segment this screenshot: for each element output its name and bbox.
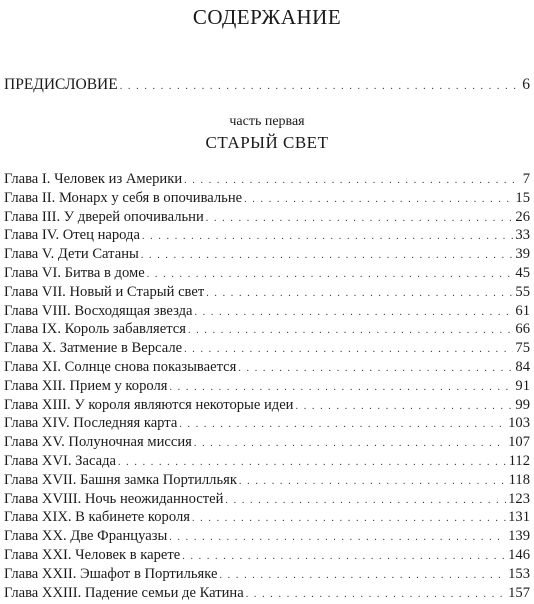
- dot-leader: [147, 266, 514, 284]
- toc-entry-label: Глава IV. Отец народа: [4, 227, 140, 244]
- toc-entry-chapter[interactable]: [4, 377, 530, 395]
- toc-entry-label: Глава V. Дети Сатаны: [4, 246, 139, 263]
- toc-entry-page: 123: [508, 490, 530, 507]
- toc-entry-label: Глава III. У дверей опочивальни: [4, 208, 204, 225]
- toc-entry-chapter[interactable]: [4, 546, 530, 564]
- toc-entry-chapter[interactable]: [4, 565, 530, 583]
- toc-entry-page: 15: [515, 189, 530, 206]
- toc-entry-preface[interactable]: [4, 76, 530, 94]
- toc-entry-label: Глава I. Человек из Америки: [4, 171, 183, 187]
- part-title: СТАРЫЙ СВЕТ: [205, 133, 329, 152]
- toc-entry-page: 84: [515, 358, 530, 375]
- dot-leader: [219, 567, 506, 585]
- dot-leader: [244, 191, 513, 209]
- dot-leader: [118, 454, 507, 472]
- dot-leader: [194, 304, 513, 322]
- dot-leader: [184, 341, 513, 359]
- toc-entry-chapter[interactable]: [4, 245, 530, 263]
- toc-entry-label: Глава IX. Король забавляется: [4, 321, 186, 338]
- dot-leader: [192, 510, 506, 528]
- dot-leader: [194, 435, 506, 453]
- dot-leader: [225, 492, 506, 510]
- toc-entry-chapter[interactable]: [4, 264, 530, 282]
- toc-entry-label: Глава VIII. Восходящая звезда: [4, 302, 193, 319]
- dot-leader: [184, 172, 521, 190]
- toc-entry-chapter[interactable]: [4, 471, 530, 489]
- toc-entry-chapter[interactable]: [4, 433, 530, 451]
- toc-entry-label: Глава XVII. Башня замка Портилльяк: [4, 471, 237, 488]
- toc-entry-chapter[interactable]: [4, 452, 530, 470]
- dot-leader: [120, 78, 521, 96]
- toc-entry-page: 157: [508, 584, 530, 601]
- toc-entry-chapter[interactable]: [4, 283, 530, 301]
- toc-entry-page: 153: [508, 565, 530, 582]
- toc-entry-chapter[interactable]: [4, 490, 530, 508]
- dot-leader: [238, 360, 513, 378]
- dot-leader: [179, 416, 506, 434]
- dot-leader: [296, 398, 514, 416]
- toc-entry-page: 45: [515, 264, 530, 281]
- toc-entry-page: 131: [508, 509, 530, 526]
- toc-entry-label: Глава XX. Две Француазы: [4, 528, 168, 545]
- toc-entry-page: 139: [508, 528, 530, 545]
- toc-entry-page: 118: [508, 471, 530, 488]
- toc-entry-label: Глава XV. Полуночная миссия: [4, 434, 192, 451]
- toc-entry-page: 66: [515, 321, 530, 338]
- toc-entry-chapter[interactable]: [4, 320, 530, 338]
- part-subtitle: часть первая: [229, 114, 305, 129]
- toc-entry-page: 112: [508, 452, 530, 469]
- dot-leader: [141, 247, 514, 265]
- toc-entry-label: Глава XIX. В кабинете короля: [4, 509, 190, 526]
- toc-entry-label: Глава XXI. Человек в карете: [4, 546, 181, 563]
- toc-entry-label: Глава II. Монарх у себя в опочивальне: [4, 189, 243, 206]
- toc-entry-label: Глава XIII. У короля являются некоторые идеи: [4, 396, 294, 413]
- toc-entry-page: 107: [508, 434, 530, 451]
- toc-entry-label: ПРЕДИСЛОВИЕ: [4, 76, 118, 93]
- toc-entry-chapter[interactable]: [4, 339, 530, 357]
- toc-entry-chapter[interactable]: [4, 414, 530, 432]
- toc-entry-label: Глава X. Затмение в Версале: [4, 340, 183, 357]
- toc-entry-page: 6: [522, 76, 530, 93]
- dot-leader: [206, 285, 513, 303]
- toc-entry-page: 99: [515, 396, 530, 413]
- toc-entry-chapter[interactable]: [4, 226, 530, 244]
- toc-entry-chapter[interactable]: [4, 302, 530, 320]
- dot-leader: [169, 379, 513, 397]
- toc-entry-page: 7: [522, 171, 530, 187]
- toc-entry-label: Глава VII. Новый и Старый свет: [4, 283, 205, 300]
- dot-leader: [188, 322, 513, 340]
- toc-entry-label: Глава XI. Солнце снова показывается: [4, 358, 237, 375]
- toc-entry-label: Глава XII. Прием у короля: [4, 377, 168, 394]
- dot-leader: [239, 473, 507, 491]
- toc-entry-chapter[interactable]: [4, 396, 530, 414]
- dot-leader: [246, 586, 506, 604]
- toc-entry-chapter[interactable]: [4, 584, 530, 602]
- toc-entry-page: 26: [515, 208, 530, 225]
- toc-entry-label: Глава XXIII. Падение семьи де Катина: [4, 584, 244, 601]
- toc-entry-chapter[interactable]: [4, 358, 530, 376]
- page-title: СОДЕРЖАНИЕ: [192, 5, 342, 29]
- dot-leader: [182, 548, 506, 566]
- toc-entry-page: 39: [515, 246, 530, 263]
- toc-entry-chapter[interactable]: [4, 189, 530, 207]
- chapter-list: [0, 170, 534, 600]
- toc-entry-page: 103: [508, 415, 530, 432]
- toc-entry-label: Глава XIV. Последняя карта: [4, 415, 178, 432]
- toc-entry-page: 55: [515, 283, 530, 300]
- dot-leader: [206, 210, 514, 228]
- toc-entry-page: 33: [515, 227, 530, 244]
- toc-entry-label: Глава XXII. Эшафот в Портильяке: [4, 565, 218, 582]
- toc-entry-chapter[interactable]: [4, 208, 530, 226]
- toc-entry-page: 146: [508, 546, 530, 563]
- toc-entry-page: 91: [515, 377, 530, 394]
- dot-leader: [169, 529, 506, 547]
- toc-entry-chapter[interactable]: [4, 508, 530, 526]
- toc-entry-label: Глава VI. Битва в доме: [4, 264, 145, 281]
- toc-entry-chapter[interactable]: [4, 170, 530, 188]
- toc-entry-label: Глава XVIII. Ночь неожиданностей: [4, 490, 224, 507]
- toc-entry-label: Глава XVI. Засада: [4, 452, 116, 469]
- dot-leader: [142, 228, 513, 246]
- toc-entry-page: 75: [515, 340, 530, 357]
- toc-entry-page: 61: [515, 302, 530, 319]
- toc-entry-chapter[interactable]: [4, 527, 530, 545]
